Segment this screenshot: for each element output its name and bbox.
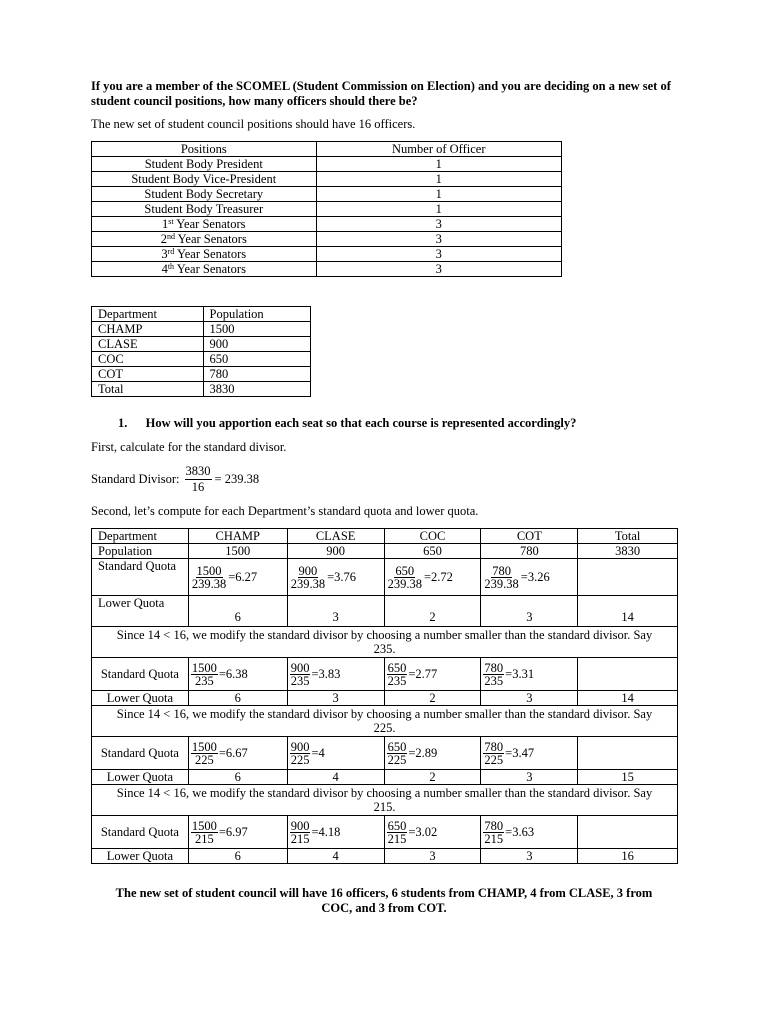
fraction-denominator: 215 <box>290 831 310 846</box>
table-header-row <box>92 142 562 157</box>
quota-result: =3.76 <box>327 570 357 584</box>
standard-quota-label: Standard Quota <box>92 737 189 770</box>
quota-fraction <box>191 662 218 687</box>
quota-result: =3.83 <box>311 667 341 681</box>
header-number-of-officer: Number of Officer <box>316 142 561 157</box>
population-label: Population <box>92 544 189 559</box>
standard-quota-clase <box>287 559 384 596</box>
standard-quota-label: Standard Quota <box>92 559 189 596</box>
quota-result: =6.38 <box>218 667 248 681</box>
fraction-denominator: 239.38 <box>387 576 422 591</box>
position-name: 4 <box>161 262 168 276</box>
standard-quota-label: Standard Quota <box>92 816 189 849</box>
lower-quota-total: 14 <box>578 691 678 706</box>
standard-quota-row <box>92 559 678 596</box>
standard-quota-total <box>578 737 678 770</box>
table-row <box>92 367 311 382</box>
quota-fraction <box>290 820 311 845</box>
position-cell <box>92 262 317 277</box>
population-cell: 900 <box>203 337 311 352</box>
standard-divisor-formula <box>91 463 259 495</box>
fraction-numerator: 780 <box>484 660 504 675</box>
population-champ: 1500 <box>188 544 287 559</box>
note-row <box>92 785 678 816</box>
standard-quota-coc <box>384 559 481 596</box>
position-cell <box>92 172 317 187</box>
header-department: Department <box>92 307 204 322</box>
header-total: Total <box>578 529 678 544</box>
table-row <box>92 217 562 232</box>
quota-fraction <box>387 820 408 845</box>
fraction-numerator: 780 <box>484 818 504 833</box>
fraction-numerator: 3830 <box>185 463 211 478</box>
position-name: Student Body Vice-President <box>131 172 277 186</box>
note-row <box>92 706 678 737</box>
table-row <box>92 352 311 367</box>
fraction-numerator: 900 <box>290 660 310 675</box>
fraction-numerator: 650 <box>387 660 407 675</box>
officer-count-cell: 3 <box>316 217 561 232</box>
standard-quota-clase <box>287 737 384 770</box>
quota-fraction <box>483 565 519 590</box>
position-name: Student Body Treasurer <box>144 202 264 216</box>
department-cell: CLASE <box>92 337 204 352</box>
lower-quota-cot: 3 <box>481 849 578 864</box>
lower-quota-total: 14 <box>578 596 678 627</box>
quota-result: =3.02 <box>408 825 438 839</box>
fraction-denominator: 225 <box>194 752 214 767</box>
standard-divisor-result: = 239.38 <box>214 471 260 486</box>
question-text: If you are a member of the SCOMEL (Student Commission on Election) and you are deciding on a new set of student council positions, how many officers should there be? <box>91 79 671 108</box>
answer-intro: The new set of student council positions should have 16 officers. <box>91 117 416 131</box>
lower-quota-clase: 4 <box>287 849 384 864</box>
standard-divisor-label: Standard Divisor: <box>91 471 180 486</box>
lower-quota-champ: 6 <box>188 596 287 627</box>
standard-quota-row <box>92 658 678 691</box>
fraction-denominator: 239.38 <box>290 576 326 591</box>
table-row <box>92 187 562 202</box>
lower-quota-label: Lower Quota <box>92 770 189 785</box>
table-row <box>92 172 562 187</box>
lower-quota-label: Lower Quota <box>92 596 189 627</box>
quota-result: =6.97 <box>218 825 248 839</box>
position-name-rest: Year Senators <box>174 262 246 276</box>
standard-quota-coc <box>384 816 481 849</box>
fraction-denominator: 225 <box>484 752 504 767</box>
position-name-rest: Year Senators <box>174 232 247 246</box>
standard-quota-clase <box>287 658 384 691</box>
population-cot: 780 <box>481 544 578 559</box>
table-row <box>92 157 562 172</box>
lower-quota-row <box>92 691 678 706</box>
population-row <box>92 544 678 559</box>
standard-quota-coc <box>384 658 481 691</box>
position-ordinal-suffix: st <box>168 217 174 226</box>
table-row <box>92 202 562 217</box>
divisor-adjustment-note: Since 14 < 16, we modify the standard divisor by choosing a number smaller than the standard divisor. Say 225. <box>92 706 678 737</box>
fraction-numerator: 650 <box>387 739 407 754</box>
table-row <box>92 232 562 247</box>
standard-quota-label: Standard Quota <box>92 658 189 691</box>
lower-quota-total: 16 <box>578 849 678 864</box>
quota-result: =2.89 <box>408 746 438 760</box>
standard-quota-cot <box>481 737 578 770</box>
fraction-numerator: 780 <box>492 563 511 578</box>
question-1-number: 1. <box>118 416 128 430</box>
lower-quota-champ: 6 <box>188 691 287 706</box>
officer-count-cell: 3 <box>316 262 561 277</box>
quota-result: =2.77 <box>408 667 438 681</box>
lower-quota-clase: 3 <box>287 596 384 627</box>
quota-fraction <box>483 741 504 766</box>
fraction-numerator: 1500 <box>191 739 217 754</box>
lower-quota-coc: 2 <box>384 596 481 627</box>
lower-quota-clase: 4 <box>287 770 384 785</box>
quota-fraction <box>483 820 504 845</box>
lower-quota-label: Lower Quota <box>92 691 189 706</box>
standard-quota-total <box>578 559 678 596</box>
standard-divisor-fraction <box>185 464 212 495</box>
quota-fraction <box>290 565 326 590</box>
officer-count-cell: 1 <box>316 172 561 187</box>
lower-quota-clase: 3 <box>287 691 384 706</box>
quota-fraction <box>483 662 504 687</box>
fraction-denominator: 235 <box>290 673 310 688</box>
population-cell: 1500 <box>203 322 311 337</box>
fraction-denominator: 215 <box>484 831 504 846</box>
conclusion-text: The new set of student council will have 16 officers, 6 students from CHAMP, 4 from CLASE, 3 from COC, and 3 from COT. <box>115 886 653 915</box>
lower-quota-row <box>92 849 678 864</box>
position-cell <box>92 232 317 247</box>
standard-quota-champ <box>188 737 287 770</box>
position-ordinal-suffix: rd <box>167 247 175 256</box>
lower-quota-champ: 6 <box>188 770 287 785</box>
fraction-numerator: 1500 <box>191 660 217 675</box>
question-1 <box>118 416 576 431</box>
quota-result: =2.72 <box>423 570 453 584</box>
positions-table <box>91 141 562 277</box>
population-coc: 650 <box>384 544 481 559</box>
position-cell <box>92 202 317 217</box>
standard-quota-cot <box>481 559 578 596</box>
lower-quota-champ: 6 <box>188 849 287 864</box>
header-department: Department <box>92 529 189 544</box>
position-cell <box>92 187 317 202</box>
standard-quota-row <box>92 737 678 770</box>
standard-quota-coc <box>384 737 481 770</box>
quota-result: =3.63 <box>505 825 535 839</box>
second-step-text: Second, let’s compute for each Department’s standard quota and lower quota. <box>91 504 479 518</box>
population-cell: 780 <box>203 367 311 382</box>
fraction-denominator: 225 <box>387 752 407 767</box>
lower-quota-total: 15 <box>578 770 678 785</box>
table-header-row <box>92 307 311 322</box>
fraction-denominator: 235 <box>484 673 504 688</box>
header-champ: CHAMP <box>188 529 287 544</box>
lower-quota-label: Lower Quota <box>92 849 189 864</box>
quota-result: =6.27 <box>228 570 258 584</box>
population-cell: 650 <box>203 352 311 367</box>
standard-quota-champ <box>188 658 287 691</box>
quota-fraction <box>290 662 311 687</box>
fraction-numerator: 650 <box>387 818 407 833</box>
divisor-adjustment-note: Since 14 < 16, we modify the standard divisor by choosing a number smaller than the standard divisor. Say 235. <box>92 627 678 658</box>
standard-quota-row <box>92 816 678 849</box>
fraction-denominator: 235 <box>387 673 407 688</box>
department-cell: Total <box>92 382 204 397</box>
position-ordinal-suffix: th <box>167 262 175 271</box>
population-clase: 900 <box>287 544 384 559</box>
quota-fraction <box>290 741 311 766</box>
officer-count-cell: 1 <box>316 187 561 202</box>
position-name: Student Body Secretary <box>144 187 264 201</box>
department-cell: COT <box>92 367 204 382</box>
department-cell: CHAMP <box>92 322 204 337</box>
fraction-denominator: 16 <box>191 479 205 494</box>
population-total: 3830 <box>578 544 678 559</box>
fraction-numerator: 900 <box>290 739 310 754</box>
fraction-numerator: 1500 <box>191 818 217 833</box>
fraction-denominator: 239.38 <box>484 576 519 591</box>
standard-quota-total <box>578 816 678 849</box>
table-header-row <box>92 529 678 544</box>
divisor-adjustment-note: Since 14 < 16, we modify the standard divisor by choosing a number smaller than the standard divisor. Say 215. <box>92 785 678 816</box>
lower-quota-coc: 2 <box>384 770 481 785</box>
position-cell <box>92 157 317 172</box>
header-cot: COT <box>481 529 578 544</box>
fraction-numerator: 780 <box>484 739 504 754</box>
department-cell: COC <box>92 352 204 367</box>
fraction-denominator: 215 <box>194 831 214 846</box>
quota-result: =6.67 <box>218 746 248 760</box>
table-row <box>92 262 562 277</box>
position-name: 3 <box>161 247 168 261</box>
lower-quota-row <box>92 770 678 785</box>
position-name: 2 <box>160 232 167 246</box>
officer-count-cell: 1 <box>316 157 561 172</box>
position-name-rest: Year Senators <box>173 217 246 231</box>
standard-quota-champ <box>188 816 287 849</box>
fraction-numerator: 900 <box>298 563 318 578</box>
header-population: Population <box>203 307 311 322</box>
quota-result: =3.31 <box>505 667 535 681</box>
table-row <box>92 382 311 397</box>
header-positions: Positions <box>92 142 317 157</box>
fraction-denominator: 239.38 <box>191 576 227 591</box>
quota-fraction <box>387 565 423 590</box>
first-step-text: First, calculate for the standard divisor. <box>91 440 287 454</box>
quota-fraction <box>191 741 218 766</box>
standard-quota-champ <box>188 559 287 596</box>
quota-fraction <box>387 741 408 766</box>
fraction-numerator: 650 <box>395 563 415 578</box>
quota-result: =4 <box>311 746 325 760</box>
position-cell <box>92 217 317 232</box>
position-name-rest: Year Senators <box>174 247 247 261</box>
standard-quota-cot <box>481 658 578 691</box>
officer-count-cell: 3 <box>316 247 561 262</box>
lower-quota-cot: 3 <box>481 691 578 706</box>
population-table <box>91 306 311 397</box>
standard-quota-clase <box>287 816 384 849</box>
lower-quota-cot: 3 <box>481 770 578 785</box>
fraction-denominator: 225 <box>290 752 310 767</box>
quota-fraction <box>191 820 218 845</box>
fraction-numerator: 1500 <box>196 563 222 578</box>
position-cell <box>92 247 317 262</box>
question-1-text: How will you apportion each seat so that each course is represented accordingly? <box>145 416 577 430</box>
header-clase: CLASE <box>287 529 384 544</box>
fraction-denominator: 215 <box>387 831 407 846</box>
fraction-denominator: 235 <box>194 673 214 688</box>
population-cell: 3830 <box>203 382 311 397</box>
position-name: Student Body President <box>144 157 263 171</box>
lower-quota-coc: 3 <box>384 849 481 864</box>
quota-result: =4.18 <box>311 825 341 839</box>
standard-quota-total <box>578 658 678 691</box>
quota-fraction <box>191 565 227 590</box>
standard-quota-cot <box>481 816 578 849</box>
quota-result: =3.26 <box>520 570 550 584</box>
officer-count-cell: 1 <box>316 202 561 217</box>
position-name: 1 <box>162 217 169 231</box>
quota-fraction <box>387 662 408 687</box>
lower-quota-coc: 2 <box>384 691 481 706</box>
lower-quota-row <box>92 596 678 627</box>
quota-result: =3.47 <box>505 746 535 760</box>
officer-count-cell: 3 <box>316 232 561 247</box>
quota-table <box>91 528 678 864</box>
position-ordinal-suffix: nd <box>166 232 175 241</box>
lower-quota-cot: 3 <box>481 596 578 627</box>
table-row <box>92 247 562 262</box>
fraction-numerator: 900 <box>290 818 310 833</box>
header-coc: COC <box>384 529 481 544</box>
note-row <box>92 627 678 658</box>
table-row <box>92 337 311 352</box>
table-row <box>92 322 311 337</box>
